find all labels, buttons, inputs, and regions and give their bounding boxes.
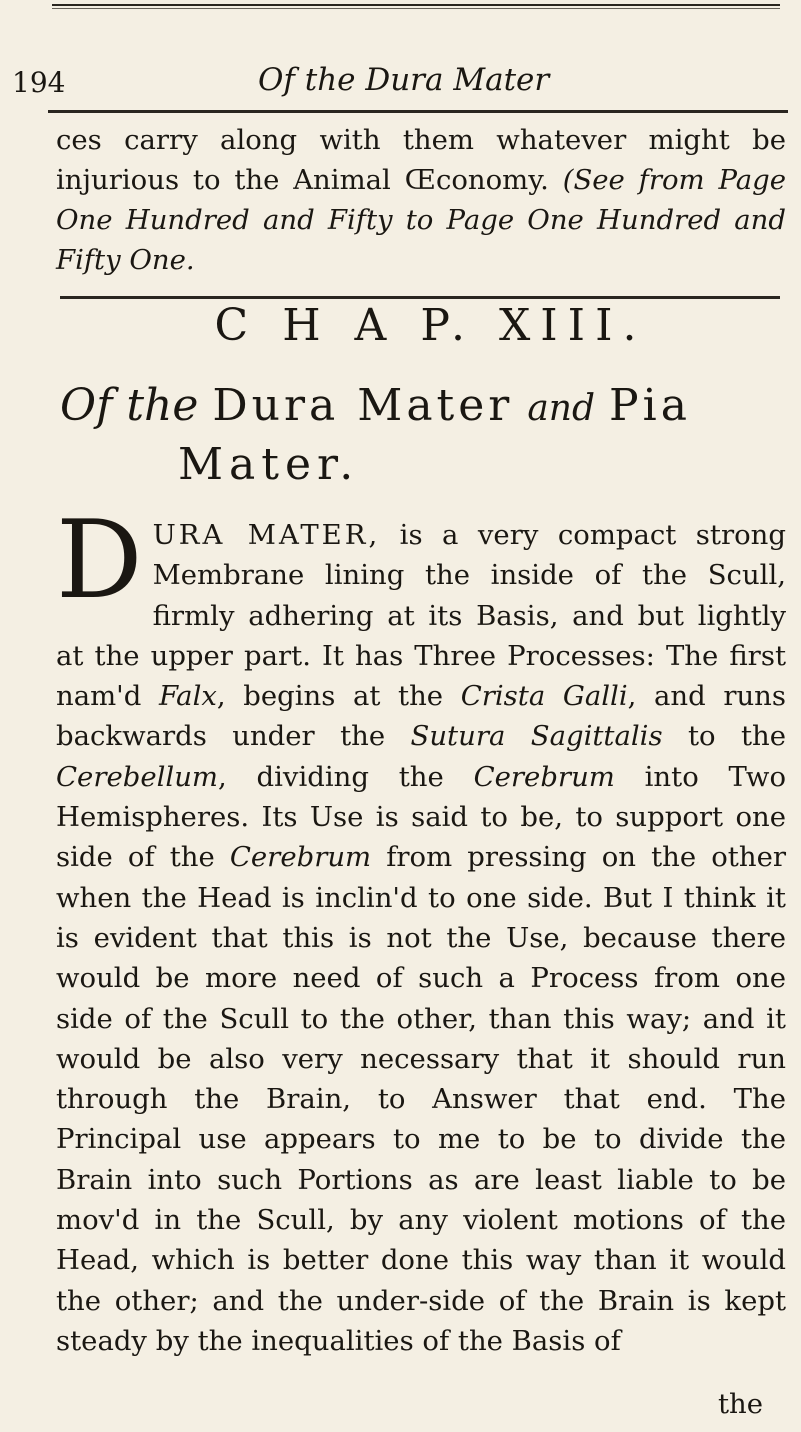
- top-border-rule: [52, 4, 780, 6]
- top-border-rule-thin: [52, 8, 780, 9]
- body-segment: to the: [662, 720, 786, 753]
- body-segment: into Two Hemispheres. Its Use is said to be, to support one side of the: [56, 760, 786, 874]
- body-segment: , dividing the: [218, 760, 474, 793]
- term-crista-galli: Crista Galli: [460, 680, 628, 713]
- body-segment: , and runs backwards under the: [56, 680, 786, 753]
- lead-small-caps: URA MATER,: [152, 519, 381, 551]
- term-cerebrum: Cerebrum: [473, 760, 615, 793]
- heading-and: and: [527, 388, 596, 429]
- term-cerebrum: Cerebrum: [229, 841, 372, 874]
- chapter-title: C H A P. XIII.: [214, 300, 647, 351]
- cross-reference-note: (See from Page One Hundred and Fifty to Page One Hundred and Fifty One.: [56, 164, 786, 276]
- term-sutura-sagittalis: Sutura Sagittalis: [410, 720, 663, 753]
- carryover-text: ces carry along with them whatever might be injurious to the Animal Œconomy.: [56, 124, 786, 196]
- page-number: 194: [12, 66, 66, 99]
- chapter-heading: [60, 378, 780, 493]
- running-head: Of the Dura Mater: [258, 62, 550, 98]
- heading-pia: Pia: [609, 380, 691, 431]
- heading-mater: Mater.: [178, 439, 360, 490]
- heading-dura-mater: Dura Mater: [212, 380, 514, 431]
- body-segment: from pressing on the other when the Head is inclin'd to one side. But I think it is evident that this is not the Use, because there would be more need of such a Process from one side of the Scull to the other, than this way; and it would be also very necessary that it should run through the Brain, to Answer that end. The Principal use appears to me to be to divide the Brain into such Portions as are least liable to be mov'd in the Scull, by any violent motions of the Head, which is better done this way than it would the other; and the under-side of the Brain is kept steady by the inequalities of the Basis of: [56, 841, 786, 1357]
- term-cerebellum: Cerebellum: [56, 760, 218, 793]
- term-falx: Falx: [158, 680, 217, 713]
- catchword: the: [718, 1388, 764, 1420]
- body-paragraph: [56, 498, 786, 1361]
- header-rule: [48, 110, 788, 113]
- drop-cap: D: [56, 498, 143, 623]
- chapter-rule: [60, 296, 780, 299]
- carryover-paragraph: [56, 120, 786, 280]
- heading-of: Of the: [60, 380, 199, 431]
- body-segment: , begins at the: [216, 680, 461, 713]
- body-segment: is a very compact strong Membrane lining the inside of the Scull, firmly adhering at its Basis, and but lightly at the upper part. It has Three Processes: The first nam'd: [56, 519, 786, 713]
